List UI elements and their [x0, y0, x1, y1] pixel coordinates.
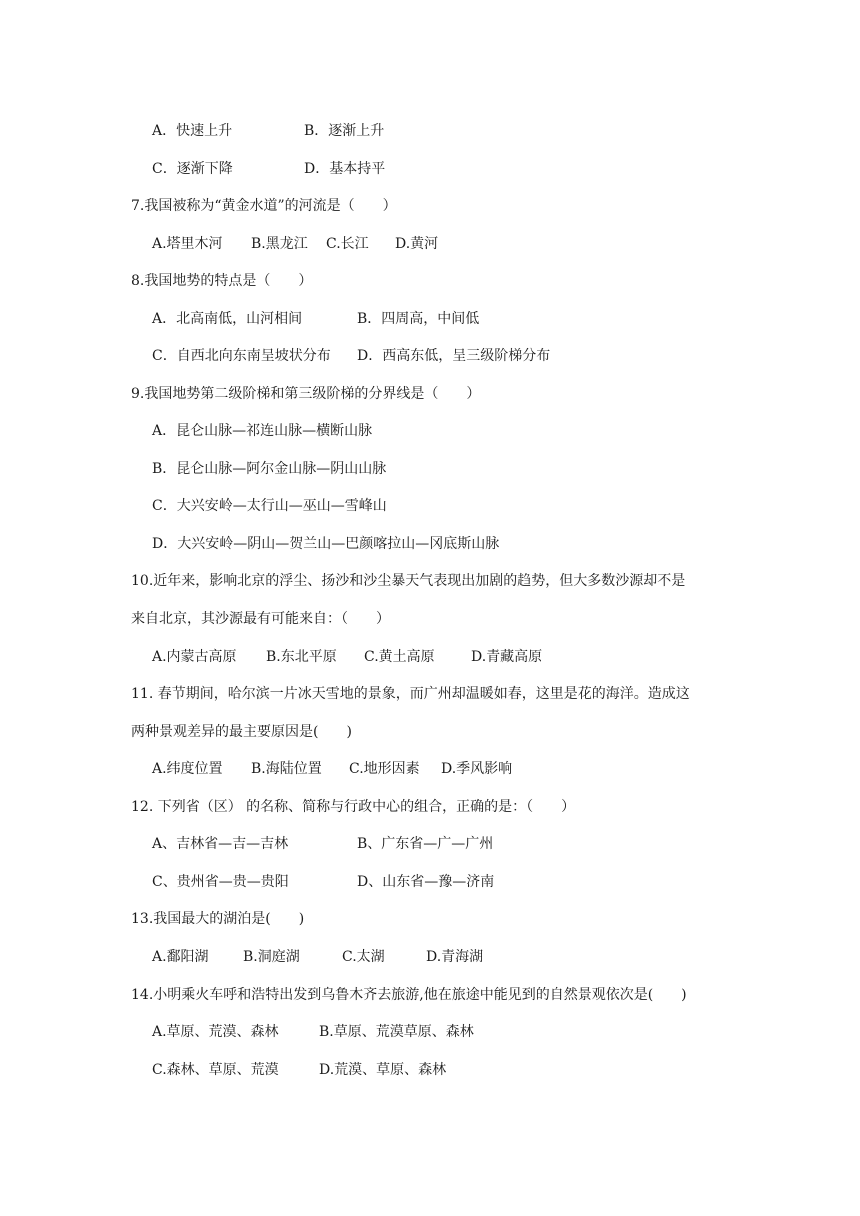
option-9b: B．昆仑山脉—阿尔金山脉—阴山山脉 — [152, 461, 387, 477]
option-13b: B.洞庭湖 — [243, 949, 300, 965]
option-10b: B.东北平原 — [266, 649, 337, 665]
question-10-line1: 10.近年来，影响北京的浮尘、扬沙和沙尘暴天气表现出加剧的趋势，但大多数沙源却不是 — [131, 573, 686, 589]
option-8a: A．北高南低，山河相间 — [152, 311, 303, 327]
option-9a: A．昆仑山脉—祁连山脉—横断山脉 — [152, 423, 373, 439]
question-7: 7.我国被称为“黄金水道”的河流是（ ） — [131, 198, 397, 214]
option-6d: D．基本持平 — [304, 161, 386, 177]
option-9c: C．大兴安岭—太行山—巫山—雪峰山 — [152, 498, 387, 514]
option-8d: D．西高东低，呈三级阶梯分布 — [357, 348, 551, 364]
question-8: 8.我国地势的特点是（ ） — [131, 273, 313, 289]
question-11-line1: 11. 春节期间，哈尔滨一片冰天雪地的景象，而广州却温暖如春，这里是花的海洋。造成这 — [131, 686, 690, 702]
question-11-line2: 两种景观差异的最主要原因是( ) — [131, 724, 352, 740]
question-9: 9.我国地势第二级阶梯和第三级阶梯的分界线是（ ） — [131, 386, 481, 402]
option-7d: D.黄河 — [395, 236, 439, 252]
option-10a: A.内蒙古高原 — [152, 649, 237, 665]
option-6b: B．逐渐上升 — [304, 123, 385, 139]
option-12a: A、吉林省—吉—吉林 — [152, 836, 289, 852]
option-8c: C．自西北向东南呈坡状分布 — [152, 348, 331, 364]
option-11b: B.海陆位置 — [251, 761, 322, 777]
option-10c: C.黄土高原 — [364, 649, 435, 665]
option-9d: D．大兴安岭—阴山—贺兰山—巴颜喀拉山—冈底斯山脉 — [152, 536, 500, 552]
option-7c: C.长江 — [326, 236, 369, 252]
option-7a: A.塔里木河 — [152, 236, 223, 252]
option-12c: C、贵州省—贵—贵阳 — [152, 874, 289, 890]
option-7b: B.黑龙江 — [251, 236, 308, 252]
option-11c: C.地形因素 — [349, 761, 420, 777]
question-12: 12. 下列省（区） 的名称、简称与行政中心的组合，正确的是：（ ） — [131, 799, 576, 815]
option-6a: A．快速上升 — [152, 123, 233, 139]
option-12b: B、广东省—广—广州 — [357, 836, 494, 852]
option-12d: D、山东省—豫—济南 — [357, 874, 495, 890]
option-14d: D.荒漠、草原、森林 — [319, 1062, 447, 1078]
option-13a: A.鄱阳湖 — [152, 949, 209, 965]
option-11a: A.纬度位置 — [152, 761, 223, 777]
option-13c: C.太湖 — [342, 949, 385, 965]
option-6c: C．逐渐下降 — [152, 161, 233, 177]
option-14c: C.森林、草原、荒漠 — [152, 1062, 279, 1078]
option-11d: D.季风影响 — [441, 761, 513, 777]
option-10d: D.青藏高原 — [471, 649, 543, 665]
option-13d: D.青海湖 — [426, 949, 484, 965]
option-8b: B．四周高，中间低 — [357, 311, 480, 327]
option-14a: A.草原、荒漠、森林 — [152, 1024, 279, 1040]
question-10-line2: 来自北京，其沙源最有可能来自：（ ） — [131, 611, 390, 627]
question-13: 13.我国最大的湖泊是( ) — [131, 911, 305, 927]
question-14: 14.小明乘火车呼和浩特出发到乌鲁木齐去旅游,他在旅途中能见到的自然景观依次是( ) — [131, 987, 687, 1003]
option-14b: B.草原、荒漠草原、森林 — [319, 1024, 474, 1040]
